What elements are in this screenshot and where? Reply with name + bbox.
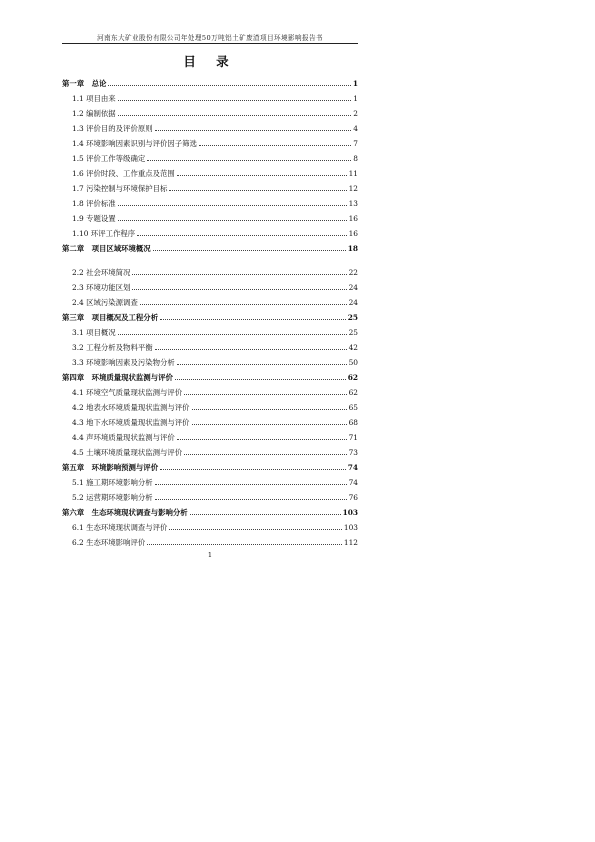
toc-entry-page: 103 (343, 523, 358, 532)
toc-section-entry[interactable] (62, 442, 358, 457)
toc-chapter-entry[interactable] (62, 307, 358, 322)
toc-entry-label: 第一章 总论 (62, 79, 107, 88)
toc-dot-leader (177, 174, 347, 176)
toc-entry-page: 8 (353, 154, 358, 163)
toc-entry-label: 第五章 环境影响预测与评价 (62, 463, 159, 472)
toc-entry-label: 2.3 环境功能区划 (72, 283, 131, 292)
toc-section-entry[interactable] (62, 193, 358, 208)
toc-section-entry[interactable] (62, 322, 358, 337)
toc-entry-page: 68 (348, 418, 358, 427)
table-of-contents (62, 73, 358, 547)
toc-dot-leader (175, 378, 346, 380)
toc-entry-page: 65 (348, 403, 358, 412)
toc-entry-page: 74 (347, 463, 358, 472)
toc-dot-leader (118, 204, 347, 206)
toc-entry-label: 3.3 环境影响因素及污染物分析 (72, 358, 175, 367)
toc-entry-label: 第三章 项目概况及工程分析 (62, 313, 159, 322)
running-header: 河南东大矿业股份有限公司年处理50万吨铝土矿废渣项目环境影响报告书 (97, 34, 323, 42)
toc-section-entry[interactable] (62, 208, 358, 223)
toc-entry-page: 11 (348, 169, 358, 178)
page-title: 目 录 (183, 54, 237, 69)
toc-dot-leader (155, 498, 347, 500)
toc-entry-label: 6.1 生态环境现状调查与评价 (72, 523, 168, 532)
toc-entry-page: 42 (348, 343, 358, 352)
toc-entry-label: 4.3 地下水环境质量现状监测与评价 (72, 418, 190, 427)
toc-dot-leader (177, 363, 347, 365)
toc-dot-leader (147, 543, 342, 545)
toc-entry-page: 103 (342, 508, 358, 517)
toc-entry-label: 4.2 地表水环境质量现状监测与评价 (72, 403, 190, 412)
toc-entry-page: 25 (348, 328, 358, 337)
toc-entry-label: 3.2 工程分析及物料平衡 (72, 343, 153, 352)
toc-dot-leader (108, 84, 350, 86)
toc-dot-leader (137, 234, 346, 236)
toc-dot-leader (118, 219, 347, 221)
toc-dot-leader (153, 249, 346, 251)
page-number: 1 (207, 551, 213, 559)
toc-entry-label: 第六章 生态环境现状调查与影响分析 (62, 508, 188, 517)
toc-dot-leader (160, 468, 346, 470)
toc-entry-page: 18 (347, 244, 358, 253)
toc-entry-label: 3.1 项目概况 (72, 328, 116, 337)
toc-entry-page: 62 (347, 373, 358, 382)
toc-dot-leader (169, 528, 341, 530)
toc-entry-page: 73 (348, 448, 358, 457)
toc-entry-label: 第二章 项目区域环境概况 (62, 244, 151, 253)
toc-entry-label: 4.5 土壤环境质量现状监测与评价 (72, 448, 183, 457)
toc-section-entry[interactable] (62, 517, 358, 532)
toc-dot-leader (155, 483, 347, 485)
toc-entry-page: 1 (352, 79, 358, 88)
toc-chapter-entry[interactable] (62, 457, 358, 472)
toc-entry-page: 76 (348, 493, 358, 502)
toc-dot-leader (199, 144, 351, 146)
toc-dot-leader (192, 408, 347, 410)
toc-chapter-entry[interactable] (62, 502, 358, 517)
toc-entry-page: 112 (343, 538, 358, 547)
toc-section-entry[interactable] (62, 163, 358, 178)
toc-section-entry[interactable] (62, 103, 358, 118)
toc-chapter-entry[interactable] (62, 238, 358, 253)
toc-entry-page: 16 (348, 214, 358, 223)
toc-entry-label: 1.1 项目由来 (72, 94, 116, 103)
toc-section-entry[interactable] (62, 472, 358, 487)
toc-entry-label: 1.3 评价目的及评价原则 (72, 124, 153, 133)
toc-section-entry[interactable] (62, 118, 358, 133)
toc-section-entry[interactable] (62, 88, 358, 103)
toc-section-entry[interactable] (62, 487, 358, 502)
toc-section-entry[interactable] (62, 178, 358, 193)
toc-entry-page: 24 (348, 283, 358, 292)
toc-entry-page: 13 (348, 199, 358, 208)
toc-chapter-entry[interactable] (62, 367, 358, 382)
toc-dot-leader (140, 303, 347, 305)
toc-section-entry[interactable] (62, 352, 358, 367)
toc-section-entry[interactable] (62, 382, 358, 397)
toc-section-entry[interactable] (62, 337, 358, 352)
toc-entry-page: 2 (353, 109, 358, 118)
toc-section-entry[interactable] (62, 427, 358, 442)
toc-dot-leader (132, 273, 346, 275)
toc-dot-leader (192, 423, 347, 425)
toc-section-entry[interactable] (62, 412, 358, 427)
toc-dot-leader (177, 438, 347, 440)
toc-entry-label: 4.1 环境空气质量现状监测与评价 (72, 388, 183, 397)
toc-entry-label: 1.9 专题设置 (72, 214, 116, 223)
toc-entry-label: 5.2 运营期环境影响分析 (72, 493, 153, 502)
toc-entry-label: 1.2 编制依据 (72, 109, 116, 118)
toc-section-entry[interactable] (62, 133, 358, 148)
toc-entry-page: 74 (348, 478, 358, 487)
toc-entry-page: 4 (353, 124, 358, 133)
toc-dot-leader (190, 513, 341, 515)
toc-entry-page: 12 (348, 184, 358, 193)
toc-entry-label: 1.7 污染控制与环境保护目标 (72, 184, 168, 193)
toc-dot-leader (118, 333, 347, 335)
toc-entry-page: 50 (348, 358, 358, 367)
toc-entry-label: 1.10 环评工作程序 (72, 229, 136, 238)
toc-dot-leader (118, 114, 352, 116)
toc-entry-page: 16 (348, 229, 358, 238)
toc-dot-leader (169, 189, 346, 191)
toc-entry-page: 7 (353, 139, 358, 148)
toc-entry-page: 25 (347, 313, 358, 322)
toc-dot-leader (118, 99, 352, 101)
toc-section-entry[interactable] (62, 223, 358, 238)
toc-entry-label: 1.5 评价工作等级确定 (72, 154, 146, 163)
toc-entry-label: 第四章 环境质量现状监测与评价 (62, 373, 173, 382)
toc-dot-leader (184, 393, 346, 395)
toc-chapter-entry[interactable] (62, 73, 358, 88)
toc-entry-page: 71 (348, 433, 358, 442)
toc-dot-leader (160, 318, 346, 320)
toc-entry-page: 22 (348, 268, 358, 277)
toc-entry-page: 1 (353, 94, 358, 103)
toc-section-entry[interactable] (62, 148, 358, 163)
toc-entry-label: 1.6 评价时段、工作重点及范围 (72, 169, 175, 178)
toc-dot-leader (155, 348, 347, 350)
toc-section-entry[interactable] (62, 532, 358, 547)
toc-section-entry[interactable] (62, 292, 358, 307)
toc-section-entry[interactable] (62, 397, 358, 412)
toc-section-entry[interactable] (62, 277, 358, 292)
toc-dot-leader (132, 288, 346, 290)
toc-entry-label: 2.2 社会环境简况 (72, 268, 131, 277)
toc-dot-leader (147, 159, 351, 161)
header-rule (62, 43, 358, 44)
toc-entry-label: 4.4 声环境质量现状监测与评价 (72, 433, 175, 442)
toc-entry-label: 5.1 施工期环境影响分析 (72, 478, 153, 487)
toc-dot-leader (184, 453, 346, 455)
toc-entry-page: 62 (348, 388, 358, 397)
toc-entry-label: 1.8 评价标准 (72, 199, 116, 208)
toc-entry-page: 24 (348, 298, 358, 307)
toc-entry-label: 2.4 区域污染源调查 (72, 298, 138, 307)
toc-entry-label: 1.4 环境影响因素识别与评价因子筛选 (72, 139, 197, 148)
toc-section-entry[interactable] (62, 262, 358, 277)
toc-dot-leader (155, 129, 352, 131)
toc-entry-label: 6.2 生态环境影响评价 (72, 538, 146, 547)
